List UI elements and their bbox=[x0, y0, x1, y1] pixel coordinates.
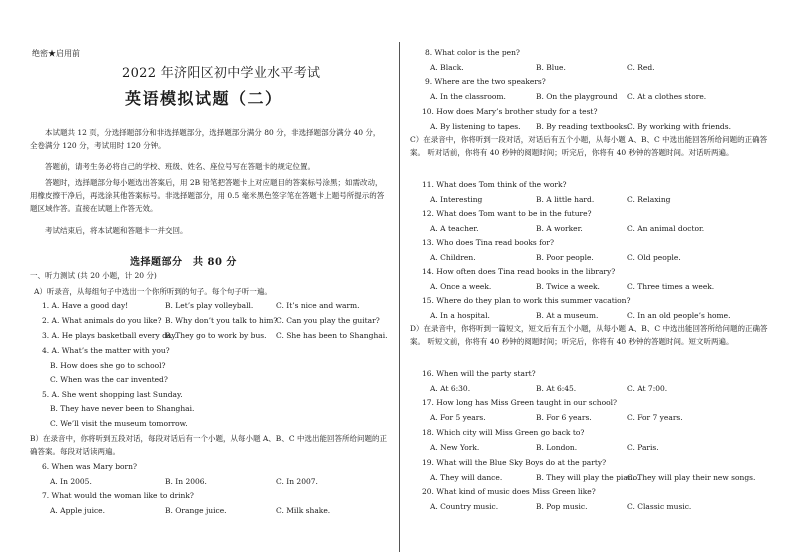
section-c-instructions: C）在录音中，你将听到一段对话，对话后有五个小题，从每小题 A、B、C 中选出能回答所给问题的正确答案。 听对话前，你将有 40 秒钟的阅题时间；听完后，你将有 40 秒钟的答题时间。对话听两遍。 bbox=[410, 135, 768, 157]
question-19-option-a: A. They will dance. bbox=[430, 473, 503, 482]
question-12-stem: 12. What does Tom want to be in the future? bbox=[422, 209, 592, 218]
question-15-option-c: C. In an old people’s home. bbox=[627, 311, 731, 320]
question-12-option-a: A. A teacher. bbox=[430, 224, 479, 233]
question-16-option-b: B. At 6:45. bbox=[536, 384, 577, 393]
question-18-option-a: A. New York. bbox=[430, 443, 480, 452]
question-6-option-b: B. In 2006. bbox=[165, 477, 207, 486]
question-10-option-a: A. By listening to tapes. bbox=[430, 122, 521, 131]
question-17-option-b: B. For 6 years. bbox=[536, 413, 592, 422]
question-19-option-b: B. They will play the piano. bbox=[536, 473, 640, 482]
question-11-option-a: A. Interesting bbox=[430, 195, 483, 204]
question-4-option-c: C. When was the car invented? bbox=[50, 375, 168, 384]
question-16-stem: 16. When will the party start? bbox=[422, 369, 536, 378]
question-14-stem: 14. How often does Tina read books in the library? bbox=[422, 267, 616, 276]
question-5-option-c: C. We’ll visit the museum tomorrow. bbox=[50, 419, 188, 428]
question-3-option-a: 3. A. He plays basketball every day. bbox=[42, 331, 178, 340]
question-9-option-b: B. On the playground bbox=[536, 92, 618, 101]
question-7-option-b: B. Orange juice. bbox=[165, 506, 227, 515]
question-11-option-b: B. A little hard. bbox=[536, 195, 595, 204]
question-10-stem: 10. How does Mary’s brother study for a test? bbox=[422, 107, 598, 116]
question-16-option-c: C. At 7:00. bbox=[627, 384, 668, 393]
question-8-stem: 8. What color is the pen? bbox=[425, 48, 520, 57]
question-17-option-c: C. For 7 years. bbox=[627, 413, 683, 422]
question-13-stem: 13. Who does Tina read books for? bbox=[422, 238, 555, 247]
question-20-option-a: A. Country music. bbox=[430, 502, 499, 511]
confidential-mark: 绝密★启用前 bbox=[32, 49, 80, 58]
question-3-option-c: C. She has been to Shanghai. bbox=[276, 331, 388, 340]
question-7-option-c: C. Milk shake. bbox=[276, 506, 331, 515]
exam-subtitle: 英语模拟试题（二） bbox=[125, 89, 283, 108]
question-13-option-a: A. Children. bbox=[430, 253, 476, 262]
question-1-option-a: 1. A. Have a good day! bbox=[42, 301, 129, 310]
question-20-stem: 20. What kind of music does Miss Green like? bbox=[422, 487, 596, 496]
question-20-option-c: C. Classic music. bbox=[627, 502, 692, 511]
question-5-option-a: 5. A. She went shopping last Sunday. bbox=[42, 390, 183, 399]
question-8-option-c: C. Red. bbox=[627, 63, 655, 72]
question-14-option-a: A. Once a week. bbox=[430, 282, 492, 291]
question-2-option-c: C. Can you play the guitar? bbox=[276, 316, 380, 325]
question-14-option-b: B. Twice a week. bbox=[536, 282, 600, 291]
question-9-option-c: C. At a clothes store. bbox=[627, 92, 707, 101]
question-6-option-a: A. In 2005. bbox=[50, 477, 92, 486]
question-1-option-c: C. It’s nice and warm. bbox=[276, 301, 360, 310]
question-8-option-b: B. Blue. bbox=[536, 63, 566, 72]
question-3-option-b: B. They go to work by bus. bbox=[165, 331, 267, 340]
question-12-option-b: B. A worker. bbox=[536, 224, 583, 233]
question-2-option-b: B. Why don’t you talk to him? bbox=[165, 316, 278, 325]
question-18-option-c: C. Paris. bbox=[627, 443, 659, 452]
question-4-option-b: B. How does she go to school? bbox=[50, 361, 166, 370]
intro-paragraph-3: 答题时，选择题部分每小题选出答案后，用 2B 铅笔把答题卡上对应题目的答案标号涂黑；如需改动，用橡皮擦干净后，再选涂其他答案标号。非选择题部分，用 0.5 毫米黑色签字笔在答题卡上题号所提示的答题区域作答。直接在试题上作答无效。 bbox=[30, 178, 385, 213]
question-18-stem: 18. Which city will Miss Green go back to? bbox=[422, 428, 585, 437]
question-14-option-c: C. Three times a week. bbox=[627, 282, 715, 291]
question-19-stem: 19. What will the Blue Sky Boys do at the party? bbox=[422, 458, 607, 467]
question-19-option-c: C. They will play their new songs. bbox=[627, 473, 756, 482]
section-b-instructions: B）在录音中，你将听到五段对话，每段对话后有一个小题，从每小题 A、B、C 中选出能回答所给问题的正确答案。每段对话读两遍。 bbox=[30, 434, 387, 456]
question-17-stem: 17. How long has Miss Green taught in our school? bbox=[422, 398, 618, 407]
intro-paragraph-2: 答题前，请考生务必将自己的学校、班级、姓名、座位号写在答题卡的规定位置。 bbox=[45, 162, 315, 171]
question-15-option-b: B. At a museum. bbox=[536, 311, 599, 320]
column-divider bbox=[399, 42, 400, 552]
question-6-option-c: C. In 2007. bbox=[276, 477, 318, 486]
question-15-option-a: A. In a hospital. bbox=[430, 311, 490, 320]
intro-paragraph-4: 考试结束后，将本试题和答题卡一并交回。 bbox=[45, 226, 188, 235]
question-4-option-a: 4. A. What’s the matter with you? bbox=[42, 346, 170, 355]
question-9-stem: 9. Where are the two speakers? bbox=[425, 77, 546, 86]
exam-title: 2022 年济阳区初中学业水平考试 bbox=[122, 66, 321, 81]
section-a-instructions: A）听录音，从每组句子中选出一个你所听到的句子。每个句子听一遍。 bbox=[34, 287, 272, 296]
section-listening-title: 一、听力测试 (共 20 小题，计 20 分) bbox=[30, 271, 157, 280]
question-13-option-c: C. Old people. bbox=[627, 253, 681, 262]
intro-paragraph-1: 本试题共 12 页，分选择题部分和非选择题部分，选择题部分满分 80 分，非选择题部分满分 40 分，全卷满分 120 分，考试用时 120 分钟。 bbox=[30, 128, 381, 150]
section-d-instructions: D）在录音中，你将听到一篇短文，短文后有五个小题，从每小题 A、B、C 中选出能回答所给问题的正确答案。 听短文前，你将有 40 秒钟的阅题时间；听完后，你将有 40 秒钟的答题时间。短文听两遍。 bbox=[410, 324, 768, 346]
question-13-option-b: B. Poor people. bbox=[536, 253, 594, 262]
question-7-option-a: A. Apple juice. bbox=[50, 506, 106, 515]
question-20-option-b: B. Pop music. bbox=[536, 502, 588, 511]
question-5-option-b: B. They have never been to Shanghai. bbox=[50, 404, 195, 413]
question-9-option-a: A. In the classroom. bbox=[430, 92, 506, 101]
question-1-option-b: B. Let’s play volleyball. bbox=[165, 301, 254, 310]
question-8-option-a: A. Black. bbox=[430, 63, 464, 72]
question-15-stem: 15. Where do they plan to work this summer vacation? bbox=[422, 296, 631, 305]
question-10-option-b: B. By reading textbooks. bbox=[536, 122, 630, 131]
question-7-stem: 7. What would the woman like to drink? bbox=[42, 491, 194, 500]
question-10-option-c: C. By working with friends. bbox=[627, 122, 731, 131]
question-18-option-b: B. London. bbox=[536, 443, 578, 452]
question-17-option-a: A. For 5 years. bbox=[430, 413, 486, 422]
question-2-option-a: 2. A. What animals do you like? bbox=[42, 316, 162, 325]
question-11-stem: 11. What does Tom think of the work? bbox=[422, 180, 567, 189]
question-6-stem: 6. When was Mary born? bbox=[42, 462, 137, 471]
question-11-option-c: C. Relaxing bbox=[627, 195, 671, 204]
question-16-option-a: A. At 6:30. bbox=[430, 384, 471, 393]
question-12-option-c: C. An animal doctor. bbox=[627, 224, 705, 233]
part-title: 选择题部分 共 80 分 bbox=[130, 257, 237, 268]
